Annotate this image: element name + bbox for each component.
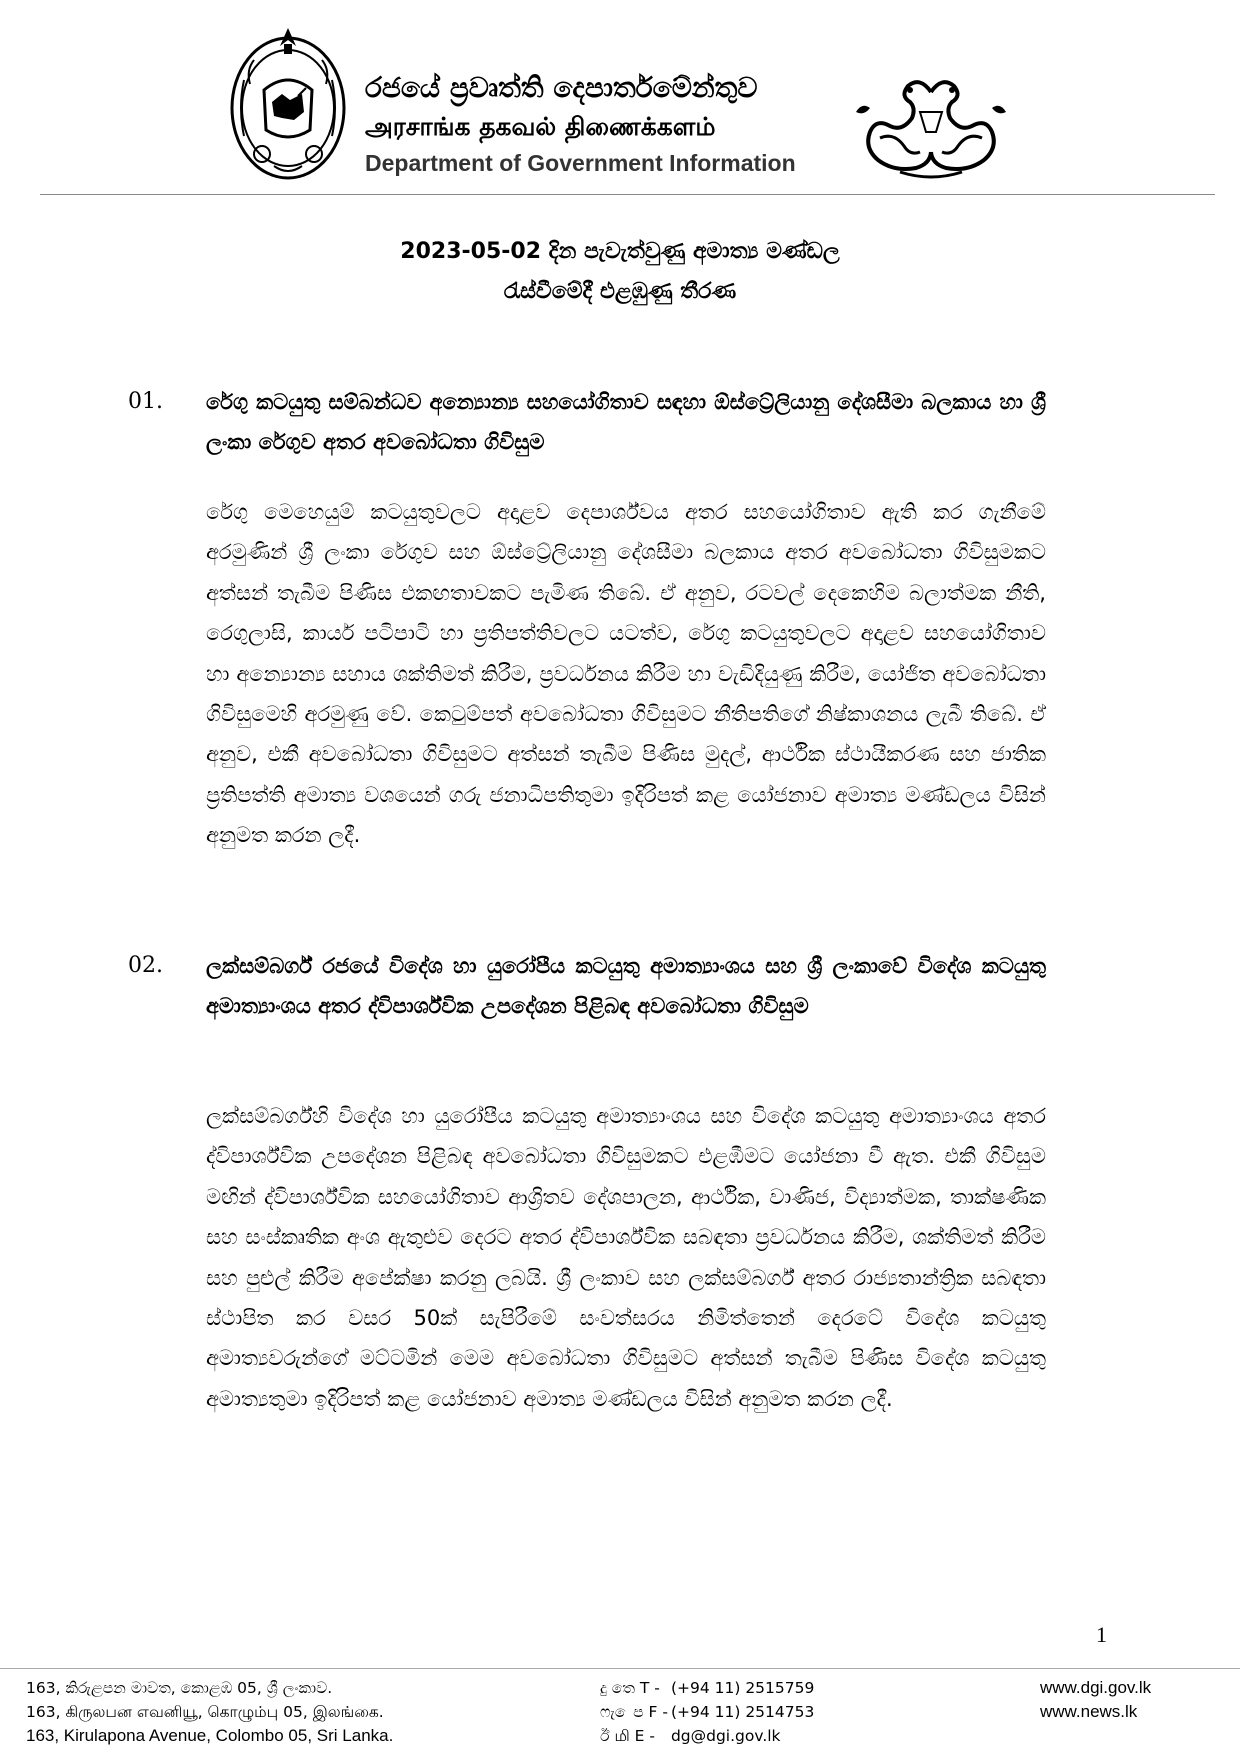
address-english: 163, Kirulapona Avenue, Colombo 05, Sri Lanka. (26, 1726, 394, 1745)
footer-divider (0, 1668, 1240, 1669)
footer-websites (1040, 1676, 1151, 1724)
header-divider (40, 194, 1215, 195)
letterhead (0, 0, 1240, 200)
department-name-block (365, 68, 815, 180)
website-news-link[interactable]: www.news.lk (1040, 1702, 1138, 1721)
item-title: ලක්සම්බර්ග් රජයේ විදේශ හා යුරෝපීය කටයුතු අමාත්‍යාංශය සහ ශ්‍රී ලංකාවේ විදේශ කටයුතු අමාත්‍යාංශය අතර ද්විපාර්ශ්වික උපදේශන පිළිබඳ අවබෝධතා ගිවිසුම (206, 954, 1046, 1018)
footer-contacts (600, 1676, 814, 1748)
fax-label: ෆැ ෙප F - (600, 1703, 668, 1721)
page-number: 1 (1096, 1622, 1107, 1647)
sri-lanka-emblem-icon (224, 20, 352, 188)
title-line-2: රැස්වීමේදී එළඹුණු තීරණ (503, 279, 737, 304)
phone-number: (+94 11) 2515759 (670, 1679, 815, 1697)
title-line-1: 2023-05-02 දින පැවැත්වුණු අමාත්‍ය මණ්ඩල (400, 239, 840, 264)
hamsa-swans-logo-icon (850, 72, 1012, 182)
item-number: 01. (128, 389, 163, 414)
item-number: 02. (128, 953, 163, 978)
website-dgi-link[interactable]: www.dgi.gov.lk (1040, 1678, 1152, 1697)
phone-row (600, 1676, 814, 1700)
document-title (180, 232, 1060, 312)
address-sinhala: 163, කිරුළපන මාවත, කොළඹ 05, ශ්‍රී ලංකාව. (26, 1679, 333, 1697)
address-tamil: 163, கிருலபன எவனியூ, கொழும்பு 05, இலங்கை. (26, 1703, 384, 1721)
item-body: රේගු මෙහෙයුම් කටයුතුවලට අදාළව දෙපාර්ශ්වය අතර සහයෝගිතාව ඇති කර ගැනීමේ අරමුණින් ශ්‍රී ලංකා රේගුව සහ ඕස්ට්‍රේලියානු දේශසීමා බලකාය අතර අවබෝධතා ගිවිසුමකට අත්සන් තැබීම පිණිස එකඟතාවකට පැමිණ තිබේ. ඒ අනුව, රටවල් දෙකෙහිම බලාත්මක නීති, රෙගුලාසි, කාර්ය පටිපාටි හා ප්‍රතිපත්තිවලට යටත්ව, රේගු කටයුතුවලට අදාළව සහයෝගිතාව හා අන්‍යොන්‍ය සහාය ශක්තිමත් කිරීම, ප්‍රවර්ධනය කිරීම හා වැඩිදියුණු කිරීම, යෝජිත අවබෝධතා ගිවිසුමෙහි අරමුණු වේ. කෙටුම්පත් අවබෝධතා ගිවිසුමට නීතිපතිගේ නිෂ්කාශනය ලැබී තිබේ. ඒ අනුව, එකී අවබෝධතා ගිවිසුමට අත්සන් තැබීම පිණිස මුදල්, ආර්ථික ස්ථායීකරණ සහ ජාතික ප්‍රතිපත්ති අමාත්‍ය වශයෙන් ගරු ජනාධිපතිතුමා ඉදිරිපත් කළ යෝජනාව අමාත්‍ය මණ්ඩලය විසින් අනුමත කරන ලදී. (206, 500, 1046, 848)
footer (0, 1676, 1240, 1754)
email-address[interactable]: dg@dgi.gov.lk (670, 1727, 781, 1745)
footer-address (26, 1676, 393, 1748)
email-label: ඊ மி E - (600, 1727, 655, 1745)
item-title: රේගු කටයුතු සම්බන්ධව අන්‍යොන්‍ය සහයෝගිතාව සඳහා ඕස්ට්‍රේලියානු දේශසීමා බලකාය හා ශ්‍රී ලංකා රේගුව අතර අවබෝධතා ගිවිසුම (206, 390, 1046, 454)
fax-number: (+94 11) 2514753 (670, 1703, 815, 1721)
dept-name-english: Department of Government Information (365, 150, 796, 176)
fax-row (600, 1700, 814, 1724)
dept-name-sinhala: රජයේ ප්‍රවෘත්ති දෙපාර්තමේන්තුව (365, 71, 758, 104)
item-body: ලක්සම්බර්ග්හි විදේශ හා යුරෝපීය කටයුතු අමාත්‍යාංශය සහ විදේශ කටයුතු අමාත්‍යාංශය අතර ද්විපාර්ශ්වික උපදේශන පිළිබඳ අවබෝධතා ගිවිසුමකට එළඹීමට යෝජනා වී ඇත. එකී ගිවිසුම මඟින් ද්විපාර්ශ්වික සහයෝගිතාව ආශ්‍රිතව දේශපාලන, ආර්ථික, වාණිජ, විද්‍යාත්මක, තාක්ෂණික සහ සංස්කෘතික අංශ ඇතුළුව දෙරට අතර ද්විපාර්ශ්වික සබඳතා ප්‍රවර්ධනය කිරීම, ශක්තිමත් කිරීම සහ පුළුල් කිරීම අපේක්ෂා කරනු ලබයි. ශ්‍රී ලංකාව සහ ලක්සම්බර්ග් අතර රාජ්‍යතාන්ත්‍රික සබඳතා ස්ථාපිත කර වසර 50ක් සැපිරීමේ සංවත්සරය නිමිත්තෙන් දෙරටේ විදේශ කටයුතු අමාත්‍යවරුන්ගේ මට්ටමින් මෙම අවබෝධතා ගිවිසුමට අත්සන් තැබීම පිණිස විදේශ කටයුතු අමාත්‍යතුමා ඉදිරිපත් කළ යෝජනාව අමාත්‍ය මණ්ඩලය විසින් අනුමත කරන ලදී. (206, 1104, 1046, 1411)
dept-name-tamil: அரசாங்க தகவல் திணைக்களம் (365, 112, 716, 141)
phone-label: දු තෙ T - (600, 1679, 660, 1697)
email-row (600, 1724, 814, 1748)
